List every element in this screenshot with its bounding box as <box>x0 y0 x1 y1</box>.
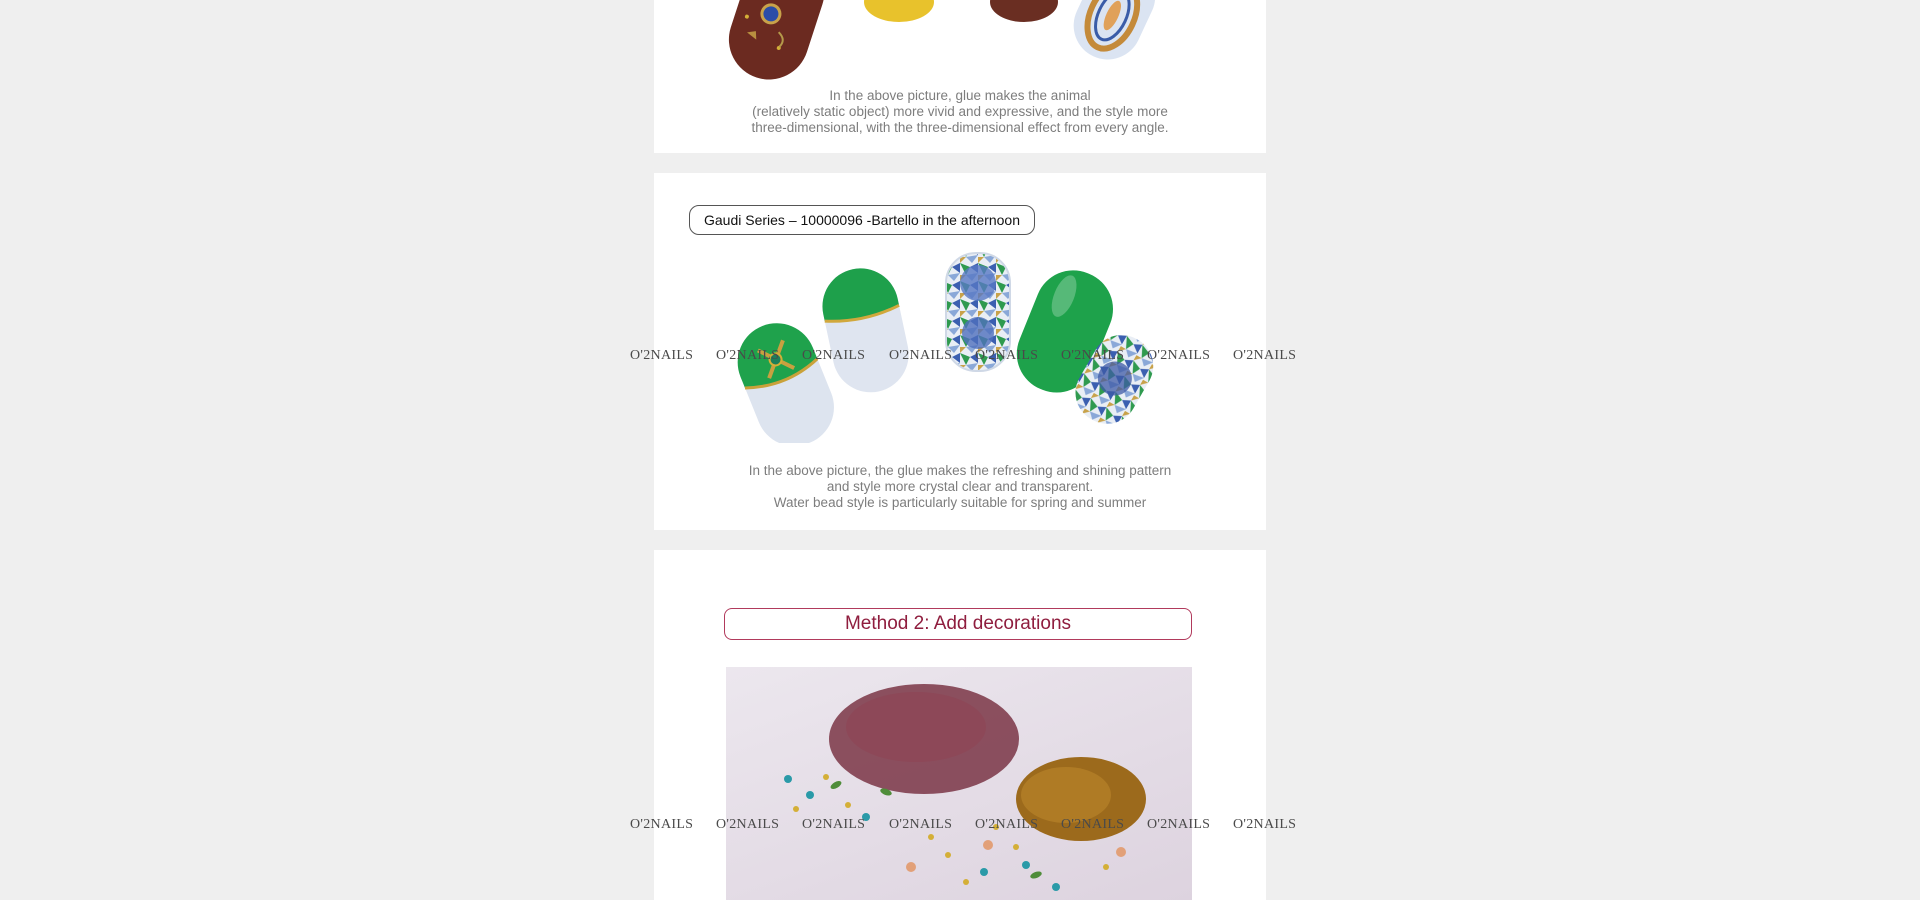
product-card-gaudi <box>654 173 1266 530</box>
watermark-text: O'2NAILS <box>1061 348 1125 363</box>
watermark-text: O'2NAILS <box>889 348 953 363</box>
watermark-text: O'2NAILS <box>802 348 866 363</box>
watermark-text: O'2NAILS <box>716 348 780 363</box>
watermark-text: O'2NAILS <box>1233 817 1297 832</box>
watermark-text: O'2NAILS <box>975 817 1039 832</box>
method-card <box>654 550 1266 900</box>
watermark-text: O'2NAILS <box>975 348 1039 363</box>
method-title: Method 2: Add decorations <box>724 608 1192 640</box>
watermark-text: O'2NAILS <box>630 817 694 832</box>
watermark-text: O'2NAILS <box>716 817 780 832</box>
caption-gaudi: In the above picture, the glue makes the refreshing and shining pattern and style more crystal clear and transparent. Water bead style is particularly suitable for spring and summer <box>748 463 1172 510</box>
product-card-animal <box>654 0 1266 153</box>
watermark-text: O'2NAILS <box>630 348 694 363</box>
series-label: Gaudi Series – 10000096 -Bartello in the afternoon <box>689 205 1035 235</box>
caption-animal: In the above picture, glue makes the animal (relatively static object) more vivid and expressive, and the style more three-dimensional, with the three-dimensional effect from every angle. <box>751 88 1169 135</box>
nail-art-photo-gaudi <box>654 173 1266 443</box>
nail-art-photo-animal <box>654 0 1266 90</box>
decorations-photo <box>726 667 1192 900</box>
watermark-text: O'2NAILS <box>889 817 953 832</box>
watermark-text: O'2NAILS <box>1147 348 1211 363</box>
watermark-text: O'2NAILS <box>802 817 866 832</box>
watermark-text: O'2NAILS <box>1233 348 1297 363</box>
decorations-photo-art <box>726 667 1192 900</box>
watermark-text: O'2NAILS <box>1147 817 1211 832</box>
watermark-text: O'2NAILS <box>1061 817 1125 832</box>
